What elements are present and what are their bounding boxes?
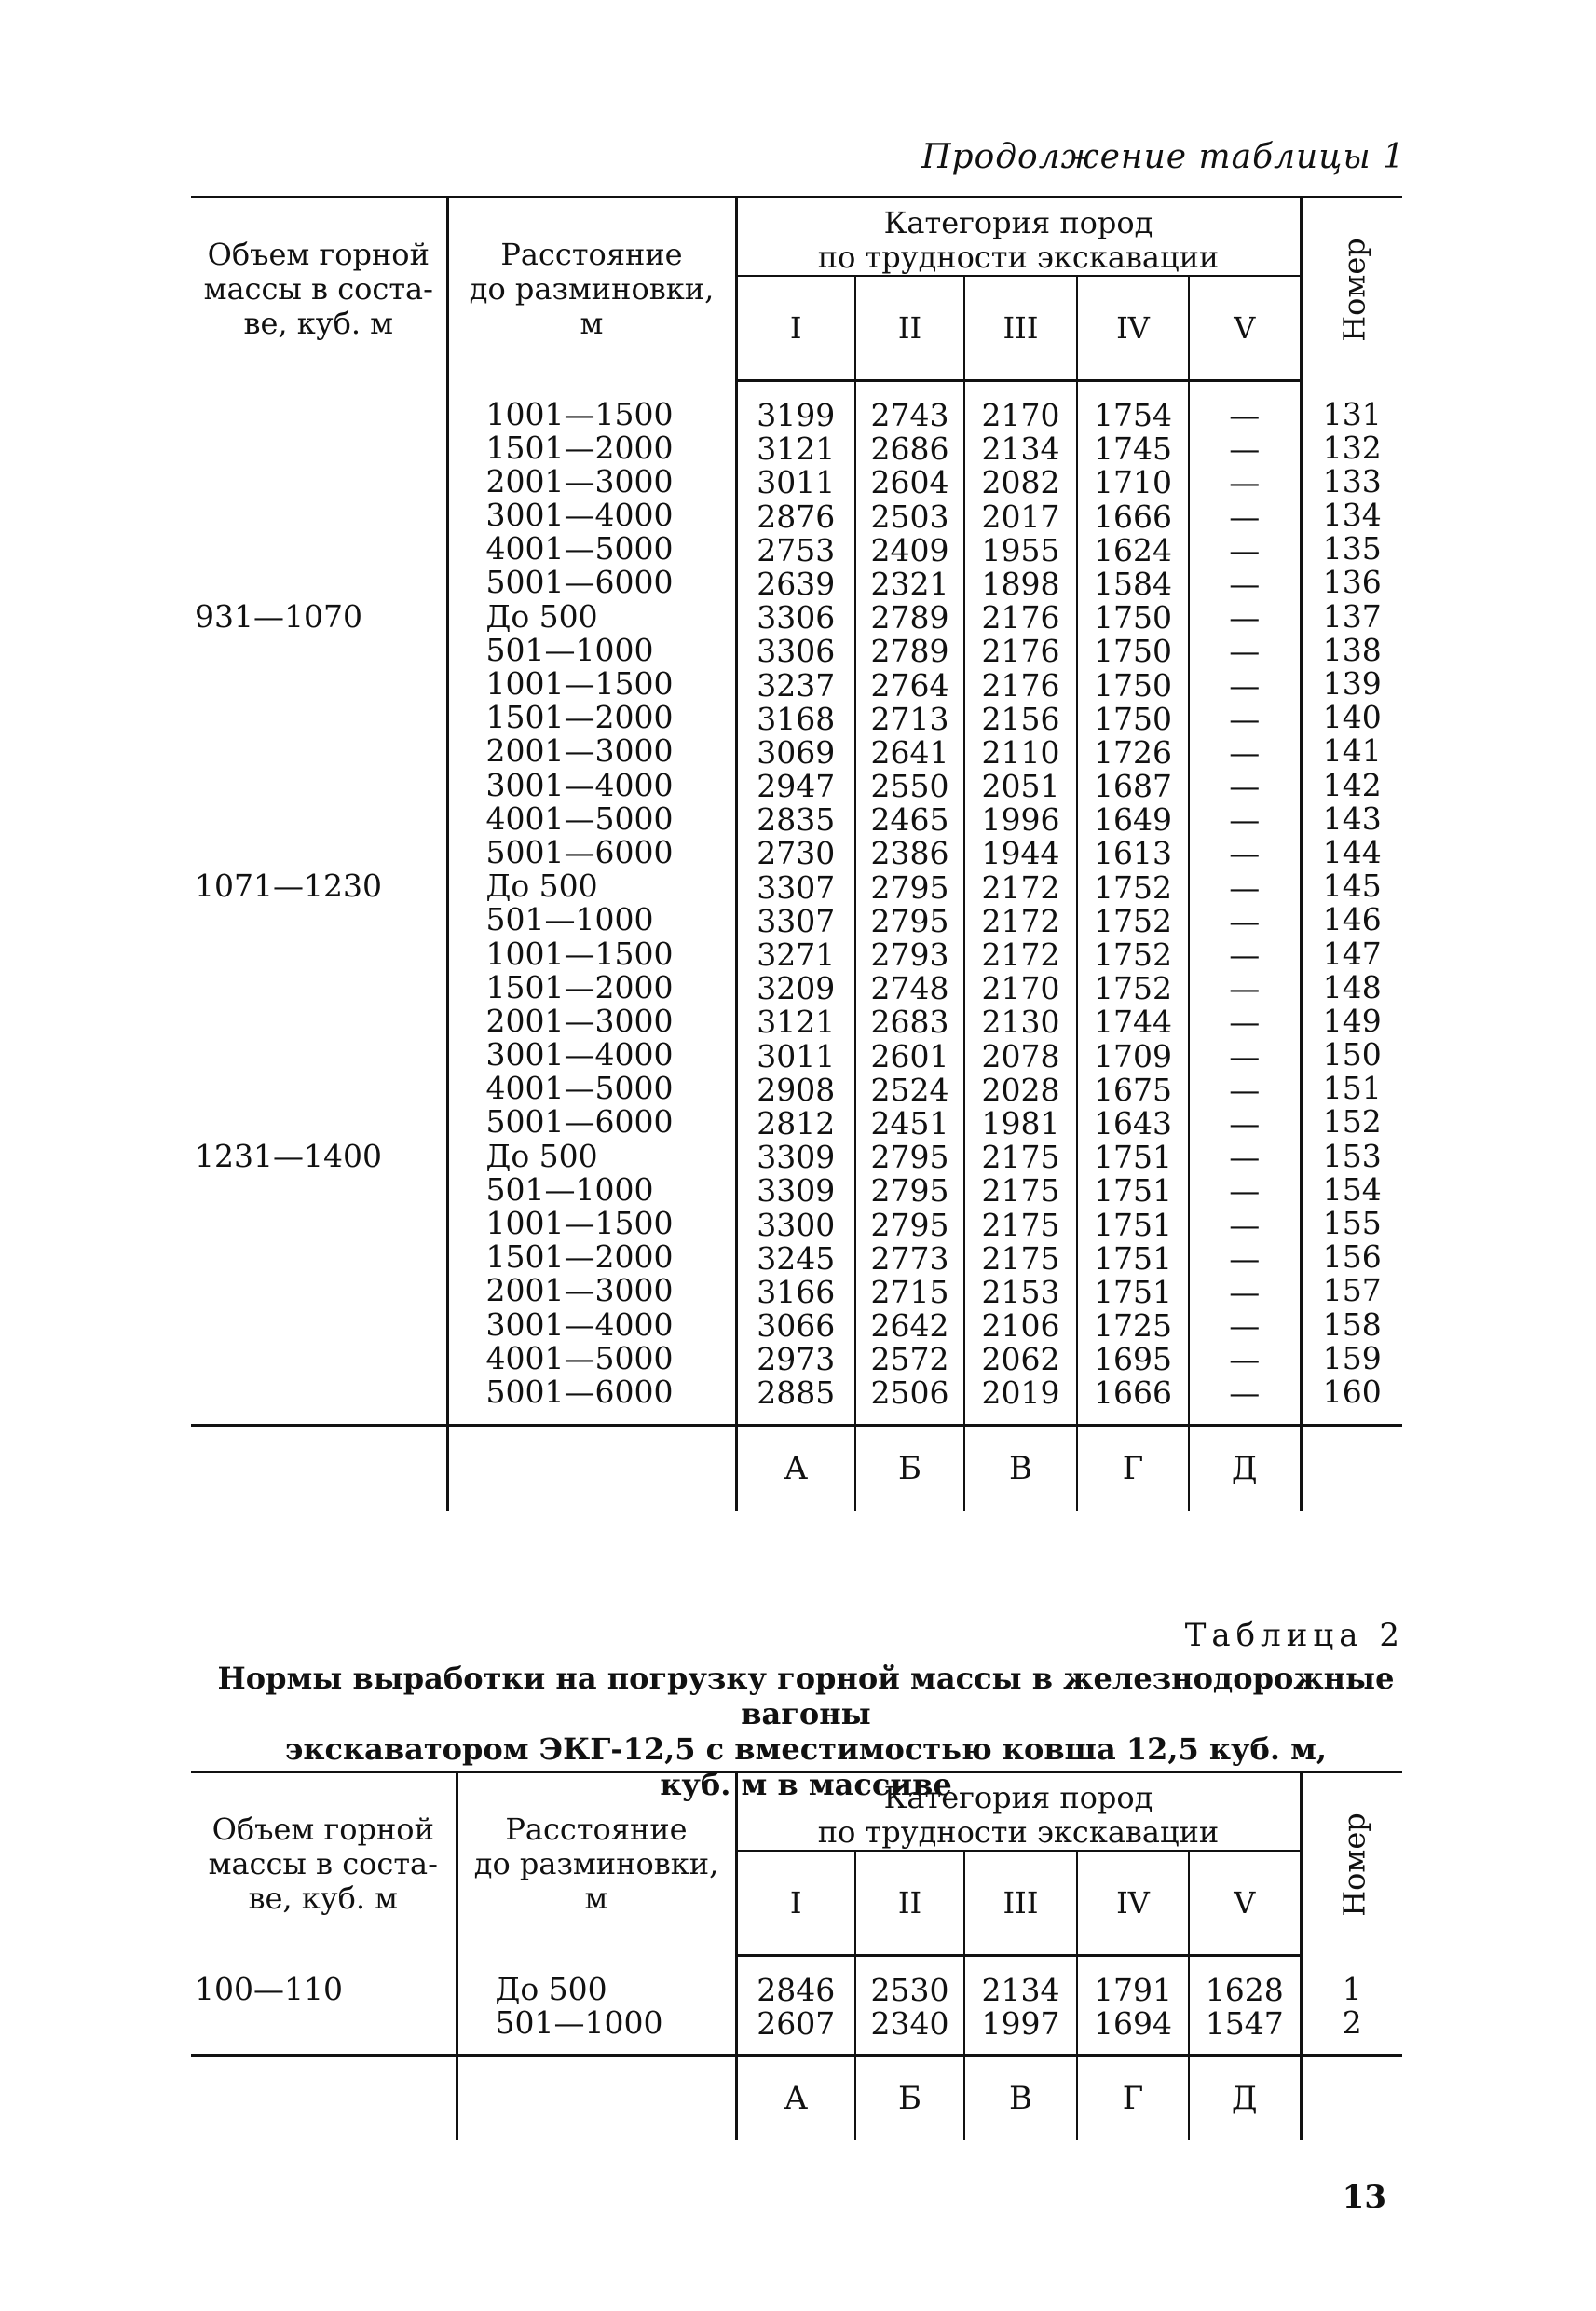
header-cat-1: I (736, 1851, 855, 1956)
value-cell: 2175 (981, 1139, 1060, 1176)
distance-cell: 3001—4000 (485, 497, 674, 534)
value-cell: 2153 (981, 1273, 1060, 1310)
value-cell: 3307 (757, 868, 836, 906)
header-cat-1: I (736, 276, 855, 381)
distance-cell: 501—1000 (485, 631, 654, 668)
value-cell: 1687 (1094, 768, 1172, 805)
header-cat-4: IV (1077, 276, 1189, 381)
row-number-cell: 140 (1322, 699, 1382, 736)
continuation-caption: Продолжение таблицы 1 (921, 138, 1405, 176)
cat-2-column (855, 1956, 964, 2056)
value-cell: 2604 (870, 464, 949, 501)
value-cell: 2795 (870, 1172, 949, 1210)
row-number-cell: 133 (1322, 462, 1382, 499)
value-cell: — (1229, 1307, 1261, 1345)
value-cell: 2683 (870, 1004, 949, 1041)
value-cell: 2748 (870, 970, 949, 1007)
value-cell: 2172 (981, 868, 1060, 906)
value-cell: 2321 (870, 565, 949, 602)
value-cell: 2642 (870, 1307, 949, 1345)
value-cell: 1643 (1094, 1104, 1172, 1142)
table-2-footer (191, 2056, 1402, 2141)
row-number-cell: 141 (1322, 732, 1382, 770)
value-cell: 1725 (1094, 1307, 1172, 1345)
row-number-cell: 146 (1322, 901, 1382, 938)
value-cell: 2715 (870, 1273, 949, 1310)
value-cell: 2175 (981, 1206, 1060, 1243)
value-cell: 2134 (981, 1972, 1060, 2008)
value-cell: 1752 (1094, 902, 1172, 939)
value-cell: — (1229, 835, 1261, 872)
header-volume: Объем горной массы в соста- ве, куб. м (203, 237, 433, 342)
value-cell: 3300 (757, 1206, 836, 1243)
distance-cell: 4001—5000 (485, 800, 674, 837)
table-2-title: Таблица 2 (1184, 1617, 1405, 1654)
value-cell: 2386 (870, 835, 949, 872)
value-cell: 2340 (870, 2005, 949, 2043)
distance-cell: 3001—4000 (485, 766, 674, 803)
value-cell: 1996 (981, 801, 1060, 839)
value-cell: — (1229, 1374, 1261, 1412)
value-cell: 2451 (870, 1104, 949, 1142)
distance-column (447, 381, 736, 1426)
footer-letter: А (736, 2056, 855, 2141)
value-cell: 1628 (1205, 1972, 1284, 2008)
value-cell: 1955 (981, 531, 1060, 568)
value-cell: 3121 (757, 1004, 836, 1041)
value-cell: 1675 (1094, 1071, 1172, 1108)
value-cell: — (1229, 733, 1261, 771)
distance-cell: 3001—4000 (485, 1036, 674, 1073)
value-cell: — (1229, 464, 1261, 501)
value-cell: 2835 (757, 801, 836, 839)
value-cell: 2530 (870, 1972, 949, 2008)
row-number-cell: 136 (1322, 564, 1382, 601)
cat-4-column (1077, 1956, 1189, 2056)
value-cell: — (1229, 801, 1261, 839)
value-cell: 2764 (870, 666, 949, 704)
value-cell: — (1229, 1206, 1261, 1243)
value-cell: — (1229, 1071, 1261, 1108)
header-cat-4: IV (1077, 1851, 1189, 1956)
footer-letter: Д (1189, 1425, 1301, 1511)
value-cell: 2601 (870, 1037, 949, 1074)
value-cell: 2156 (981, 700, 1060, 737)
distance-cell: 2001—3000 (485, 462, 674, 499)
header-volume: Объем горной массы в соста- ве, куб. м (208, 1812, 438, 1917)
value-cell: 2885 (757, 1374, 836, 1412)
number-column (1301, 1956, 1402, 2056)
row-number-cell: 137 (1322, 597, 1382, 635)
value-cell: 2572 (870, 1341, 949, 1378)
value-cell: — (1229, 1273, 1261, 1310)
value-cell: 1791 (1094, 1972, 1172, 2008)
value-cell: 2812 (757, 1104, 836, 1142)
value-cell: — (1229, 599, 1261, 636)
value-cell: — (1229, 1139, 1261, 1176)
value-cell: 2876 (757, 498, 836, 535)
footer-letter: В (964, 1425, 1077, 1511)
row-number-cell: 143 (1322, 800, 1382, 837)
value-cell: 1744 (1094, 1004, 1172, 1041)
value-cell: 2789 (870, 599, 949, 636)
value-cell: 2172 (981, 937, 1060, 973)
value-cell: 3306 (757, 633, 836, 670)
value-cell: 2170 (981, 970, 1060, 1007)
table-data-row (191, 1956, 1402, 2056)
row-number-cell: 139 (1322, 665, 1382, 702)
header-category: Категория пород по трудности экскавации (736, 198, 1301, 277)
value-cell: 2795 (870, 1206, 949, 1243)
value-cell: 1750 (1094, 599, 1172, 636)
distance-cell: 5001—6000 (485, 833, 674, 870)
value-cell: — (1229, 1341, 1261, 1378)
cat-2-column (855, 381, 964, 1426)
value-cell: — (1229, 937, 1261, 973)
value-cell: 3199 (757, 397, 836, 433)
distance-cell: 5001—6000 (485, 1373, 674, 1410)
value-cell: 3011 (757, 1037, 836, 1074)
distance-cell: До 500 (485, 868, 598, 905)
value-cell: 3245 (757, 1239, 836, 1277)
value-cell: 2641 (870, 733, 949, 771)
value-cell: 2019 (981, 1374, 1060, 1412)
row-number-cell: 147 (1322, 935, 1382, 972)
table-2-caption: Нормы выработки на погрузку горной массы в железнодорожные вагоны экскаватором ЭКГ-12,5 с вместимостью ковша 12,5 куб. м, куб. м в массиве (217, 1661, 1395, 1802)
volume-label: 1231—1400 (195, 1137, 382, 1174)
value-cell: 2947 (757, 768, 836, 805)
distance-cell: 501—1000 (485, 901, 654, 938)
distance-cell: 2001—3000 (485, 732, 674, 770)
volume-label: 931—1070 (195, 597, 362, 635)
page-number: 13 (1342, 2179, 1386, 2216)
row-number-cell: 2 (1342, 2003, 1362, 2041)
row-number-cell: 142 (1322, 766, 1382, 803)
value-cell: — (1229, 700, 1261, 737)
row-number-cell: 148 (1322, 968, 1382, 1005)
value-cell: 2795 (870, 868, 949, 906)
value-cell: 1649 (1094, 801, 1172, 839)
value-cell: 2078 (981, 1037, 1060, 1074)
distance-cell: 5001—6000 (485, 1103, 674, 1141)
distance-cell: 4001—5000 (485, 1339, 674, 1376)
value-cell: 1694 (1094, 2005, 1172, 2043)
table-data-row (191, 381, 1402, 1426)
value-cell: 2110 (981, 733, 1060, 771)
value-cell: 1944 (981, 835, 1060, 872)
value-cell: 2409 (870, 531, 949, 568)
value-cell: 1898 (981, 565, 1060, 602)
volume-column (191, 381, 447, 1426)
header-distance: Расстояние до разминовки, м (447, 198, 736, 381)
header-cat-2: II (855, 276, 964, 381)
row-number-cell: 131 (1322, 395, 1382, 432)
row-number-cell: 132 (1322, 429, 1382, 466)
distance-column (457, 1956, 736, 2056)
value-cell: 1547 (1205, 2005, 1284, 2043)
value-cell: — (1229, 768, 1261, 805)
cat-3-column (964, 381, 1077, 1426)
value-cell: — (1229, 868, 1261, 906)
value-cell: 1584 (1094, 565, 1172, 602)
row-number-cell: 152 (1322, 1103, 1382, 1141)
row-number-cell: 151 (1322, 1070, 1382, 1107)
value-cell: 2172 (981, 902, 1060, 939)
distance-cell: До 500 (485, 1137, 598, 1174)
value-cell: 1752 (1094, 937, 1172, 973)
row-number-cell: 155 (1322, 1205, 1382, 1241)
row-number-cell: 153 (1322, 1137, 1382, 1174)
value-cell: 1751 (1094, 1206, 1172, 1243)
distance-cell: 4001—5000 (485, 1070, 674, 1107)
number-column (1301, 381, 1402, 1426)
value-cell: 3209 (757, 970, 836, 1007)
value-cell: — (1229, 1004, 1261, 1041)
row-number-cell: 154 (1322, 1170, 1382, 1208)
header-cat-3: III (964, 1851, 1077, 1956)
value-cell: 3168 (757, 700, 836, 737)
value-cell: 2134 (981, 431, 1060, 468)
header-cat-5: V (1189, 276, 1301, 381)
volume-column (191, 1956, 457, 2056)
cat-4-column (1077, 381, 1189, 1426)
value-cell: 1751 (1094, 1139, 1172, 1176)
value-cell: 1752 (1094, 868, 1172, 906)
row-number-cell: 159 (1322, 1339, 1382, 1376)
value-cell: — (1229, 1104, 1261, 1142)
distance-cell: 4001—5000 (485, 530, 674, 567)
distance-cell: 1501—2000 (485, 1238, 674, 1276)
value-cell: 3237 (757, 666, 836, 704)
value-cell: 2106 (981, 1307, 1060, 1345)
row-number-cell: 144 (1322, 833, 1382, 870)
value-cell: 2524 (870, 1071, 949, 1108)
value-cell: 2170 (981, 397, 1060, 433)
row-number-cell: 149 (1322, 1002, 1382, 1039)
value-cell: 1613 (1094, 835, 1172, 872)
value-cell: 3069 (757, 733, 836, 771)
row-number-cell: 156 (1322, 1238, 1382, 1276)
row-number-cell: 150 (1322, 1036, 1382, 1073)
value-cell: 3306 (757, 599, 836, 636)
distance-cell: 2001—3000 (485, 1272, 674, 1309)
footer-letter: Б (855, 2056, 964, 2141)
value-cell: — (1229, 1037, 1261, 1074)
footer-letter: Д (1189, 2056, 1301, 2141)
value-cell: 1981 (981, 1104, 1060, 1142)
cat-5-column (1189, 1956, 1301, 2056)
footer-letter: В (964, 2056, 1077, 2141)
value-cell: 3271 (757, 937, 836, 973)
distance-cell: 1001—1500 (485, 665, 674, 702)
value-cell: 3166 (757, 1273, 836, 1310)
row-number-cell: 145 (1322, 868, 1382, 905)
distance-cell: 2001—3000 (485, 1002, 674, 1039)
value-cell: 1750 (1094, 666, 1172, 704)
value-cell: 2713 (870, 700, 949, 737)
value-cell: 2176 (981, 666, 1060, 704)
value-cell: 1726 (1094, 733, 1172, 771)
distance-cell: 5001—6000 (485, 564, 674, 601)
table-2 (191, 1771, 1402, 2140)
distance-cell: 1001—1500 (485, 935, 674, 972)
value-cell: — (1229, 1239, 1261, 1277)
value-cell: 1666 (1094, 1374, 1172, 1412)
value-cell: 1752 (1094, 970, 1172, 1007)
value-cell: 2773 (870, 1239, 949, 1277)
value-cell: 2506 (870, 1374, 949, 1412)
value-cell: 1997 (981, 2005, 1060, 2043)
value-cell: 1751 (1094, 1273, 1172, 1310)
distance-cell: 1001—1500 (485, 1205, 674, 1241)
footer-letter: Г (1077, 1425, 1189, 1511)
header-cat-5: V (1189, 1851, 1301, 1956)
distance-cell: До 500 (495, 1970, 607, 2007)
value-cell: 1751 (1094, 1239, 1172, 1277)
value-cell: 2062 (981, 1341, 1060, 1378)
row-number-cell: 1 (1342, 1970, 1362, 2007)
value-cell: 1750 (1094, 700, 1172, 737)
value-cell: 2175 (981, 1172, 1060, 1210)
value-cell: 2550 (870, 768, 949, 805)
value-cell: 2795 (870, 1139, 949, 1176)
header-category: Категория пород по трудности экскавации (736, 1772, 1301, 1852)
value-cell: 3121 (757, 431, 836, 468)
value-cell: — (1229, 531, 1261, 568)
value-cell: 2465 (870, 801, 949, 839)
value-cell: — (1229, 633, 1261, 670)
footer-letter: Г (1077, 2056, 1189, 2141)
value-cell: 2175 (981, 1239, 1060, 1277)
value-cell: 1754 (1094, 397, 1172, 433)
value-cell: 2753 (757, 531, 836, 568)
distance-cell: До 500 (485, 597, 598, 635)
distance-cell: 1501—2000 (485, 968, 674, 1005)
value-cell: 1710 (1094, 464, 1172, 501)
value-cell: 2503 (870, 498, 949, 535)
value-cell: 3066 (757, 1307, 836, 1345)
table-1 (191, 196, 1402, 1511)
table-2-body (191, 1956, 1402, 2056)
value-cell: 2176 (981, 599, 1060, 636)
value-cell: 1709 (1094, 1037, 1172, 1074)
distance-cell: 1501—2000 (485, 699, 674, 736)
distance-cell: 501—1000 (485, 1170, 654, 1208)
value-cell: 2130 (981, 1004, 1060, 1041)
volume-label: 100—110 (195, 1970, 343, 2007)
value-cell: 2607 (757, 2005, 836, 2043)
value-cell: — (1229, 970, 1261, 1007)
value-cell: 2639 (757, 565, 836, 602)
footer-letter: Б (855, 1425, 964, 1511)
value-cell: 3309 (757, 1139, 836, 1176)
table-1-body (191, 381, 1402, 1426)
row-number-cell: 158 (1322, 1306, 1382, 1343)
header-distance: Расстояние до разминовки, м (457, 1772, 736, 1956)
value-cell: — (1229, 902, 1261, 939)
value-cell: 1750 (1094, 633, 1172, 670)
value-cell: 2846 (757, 1972, 836, 2008)
value-cell: 2795 (870, 902, 949, 939)
value-cell: 3307 (757, 902, 836, 939)
value-cell: 2051 (981, 768, 1060, 805)
value-cell: — (1229, 498, 1261, 535)
value-cell: 3011 (757, 464, 836, 501)
header-number: Номер (1301, 1772, 1402, 1956)
value-cell: — (1229, 397, 1261, 433)
volume-label: 1071—1230 (195, 868, 382, 905)
row-number-cell: 157 (1322, 1272, 1382, 1309)
value-cell: 1751 (1094, 1172, 1172, 1210)
header-cat-3: III (964, 276, 1077, 381)
value-cell: 2973 (757, 1341, 836, 1378)
value-cell: 2017 (981, 498, 1060, 535)
value-cell: 2789 (870, 633, 949, 670)
value-cell: 2686 (870, 431, 949, 468)
value-cell: 2743 (870, 397, 949, 433)
footer-letter: А (736, 1425, 855, 1511)
value-cell: 2028 (981, 1071, 1060, 1108)
value-cell: — (1229, 1172, 1261, 1210)
value-cell: 1624 (1094, 531, 1172, 568)
value-cell: 2730 (757, 835, 836, 872)
cat-3-column (964, 1956, 1077, 2056)
value-cell: 1745 (1094, 431, 1172, 468)
value-cell: — (1229, 565, 1261, 602)
row-number-cell: 160 (1322, 1373, 1382, 1410)
header-cat-2: II (855, 1851, 964, 1956)
value-cell: 2793 (870, 937, 949, 973)
value-cell: 2908 (757, 1071, 836, 1108)
distance-cell: 1501—2000 (485, 429, 674, 466)
value-cell: — (1229, 431, 1261, 468)
distance-cell: 501—1000 (495, 2003, 663, 2041)
value-cell: 2082 (981, 464, 1060, 501)
header-number: Номер (1301, 198, 1402, 381)
value-cell: 2176 (981, 633, 1060, 670)
value-cell: 1666 (1094, 498, 1172, 535)
row-number-cell: 138 (1322, 631, 1382, 668)
distance-cell: 1001—1500 (485, 395, 674, 432)
table-1-footer (191, 1425, 1402, 1511)
cat-1-column (736, 1956, 855, 2056)
value-cell: — (1229, 666, 1261, 704)
cat-5-column (1189, 381, 1301, 1426)
distance-cell: 3001—4000 (485, 1306, 674, 1343)
value-cell: 3309 (757, 1172, 836, 1210)
row-number-cell: 135 (1322, 530, 1382, 567)
value-cell: 1695 (1094, 1341, 1172, 1378)
row-number-cell: 134 (1322, 497, 1382, 534)
cat-1-column (736, 381, 855, 1426)
